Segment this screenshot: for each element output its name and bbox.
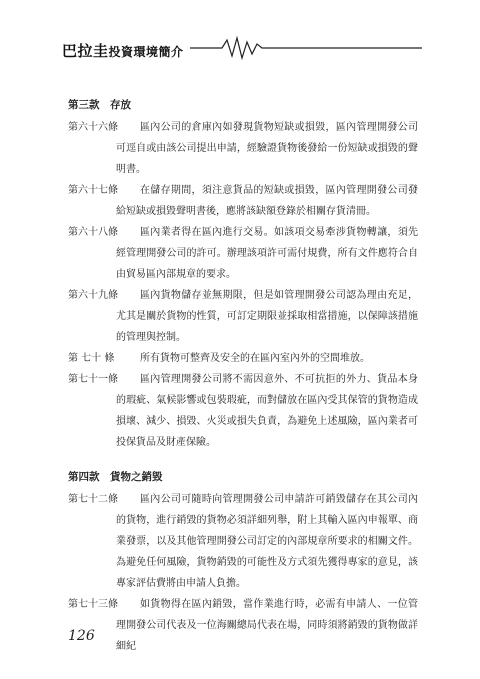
article <box>68 285 418 348</box>
header-title-main: 巴拉圭 <box>62 42 109 60</box>
article-number: 第 七十 條 <box>68 353 115 364</box>
article-number: 第六十六條 <box>68 122 118 133</box>
article-number: 第六十八條 <box>68 227 118 238</box>
article-text: 區內管理開發公司將不需因意外、不可抗拒的外力、貨品本身的瑕疵、氣候影響或包裝瑕疵，而對儲放在區內受其保管的貨物造成損壞、減少、損毀、火災或損失負責，為避免上述風險，區內業者可投保貨品及財產保險。 <box>116 374 418 448</box>
article-text: 如貨物得在區內銷毀，當作業進行時，必需有申請人、一位管理開發公司代表及一位海關總局代表在場，同時須將銷毀的貨物做詳細紀 <box>116 599 418 652</box>
header-title-sub: 投資環境簡介 <box>108 45 184 59</box>
article-text: 區內貨物儲存並無期限，但是如管理開發公司認為理由充足，尤其是關於貨物的性質，可訂定期限並採取相當措施，以保障該措施的管理與控制。 <box>116 290 418 343</box>
article-number: 第七十二條 <box>68 494 118 505</box>
article-number: 第七十三條 <box>68 599 118 610</box>
article <box>68 180 418 222</box>
article-text: 區內公司可隨時向管理開發公司申請許可銷毀儲存在其公司內的貨物，進行銷毀的貨物必須詳細列舉，附上其輸入區內申報單、商業發票，以及其他管理開發公司訂定的內部規章所要求的相關文件。為避免任何風險，貨物銷毀的可能性及方式須先獲得專家的意見，該專家評估費將由申請人負擔。 <box>116 494 418 589</box>
header-title <box>62 40 184 61</box>
article <box>68 369 418 453</box>
section-title-storage: 第三款 存放 <box>68 99 131 111</box>
article <box>68 489 418 594</box>
article-number: 第七十一條 <box>68 374 118 385</box>
running-header <box>62 34 422 64</box>
article-text: 所有貨物可整齊及安全的在區內室內外的空間堆放。 <box>140 353 370 364</box>
article <box>68 348 418 369</box>
article <box>68 117 418 180</box>
section-title-destruction: 第四款 貨物之銷毀 <box>68 471 163 483</box>
section-gap <box>68 453 418 467</box>
article <box>68 222 418 285</box>
article-text: 區內公司的倉庫內如發現貨物短缺或損毀，區內管理開發公司可逕自或由該公司提出申請，經驗證貨物後發給一份短缺或損毀的聲明書。 <box>116 122 418 175</box>
page-number: 126 <box>68 628 95 644</box>
article <box>68 594 418 657</box>
main-content <box>68 95 418 657</box>
article-text: 區內業者得在區內進行交易。如該項交易牽涉貨物轉讓，須先經管理開發公司的許可。辦理該項許可需付規費，所有文件應符合自由貿易區內部規章的要求。 <box>116 227 418 280</box>
article-number: 第六十九條 <box>68 290 118 301</box>
article-text: 在儲存期間，須注意貨品的短缺或損毀，區內管理開發公司發給短缺或損毀聲明書後，應將該缺額登錄於相關存貨清冊。 <box>116 185 418 217</box>
article-number: 第六十七條 <box>68 185 118 196</box>
